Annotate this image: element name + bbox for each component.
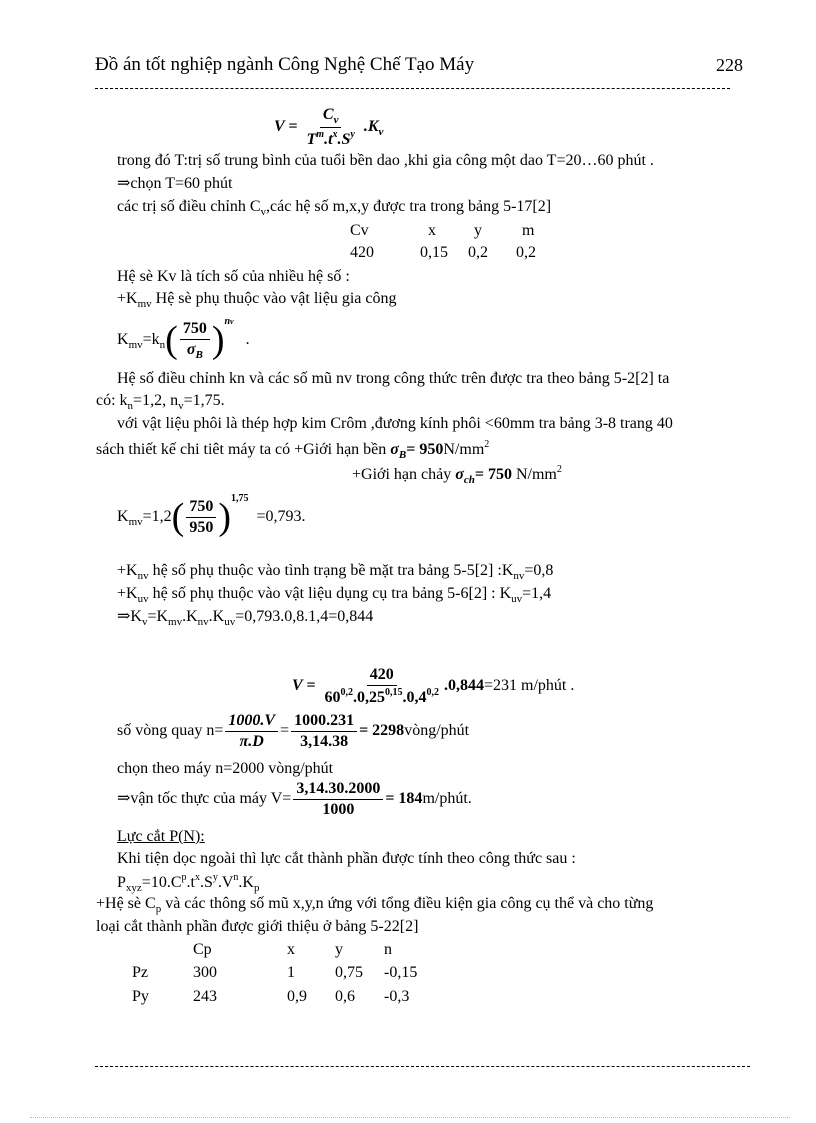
text-kmv-a: +K <box>117 290 138 307</box>
knv-c: hệ số phụ thuộc vào tình trạng bề mặt tra bảng 5-5[2] :K <box>148 562 514 579</box>
formula-v-rhs: .K <box>363 118 379 136</box>
sigma-b-value: = 950 <box>406 441 444 458</box>
table-cv-value-m: 0,2 <box>516 244 536 261</box>
sigma-ch-unit-exp: 2 <box>556 464 562 475</box>
kmv-value-eq: =1,2 <box>142 508 172 525</box>
knv-a: +K <box>117 562 138 579</box>
v2-den-a: 60 <box>324 688 341 706</box>
pf-c: p <box>181 872 187 883</box>
kv-a: ⇒K <box>117 608 142 625</box>
formula-kmv-k-sub: n <box>159 339 166 351</box>
formula-kmv-lhs-sub: mv <box>128 339 143 351</box>
vt-label: ⇒vận tốc thực của máy V= <box>117 789 292 807</box>
kv-f: .K <box>208 608 225 625</box>
table-force-row-n: -0,15 <box>384 964 418 981</box>
formula-v-num-sub: v <box>333 114 339 126</box>
text-line-kn: Hệ số điều chỉnh kn và các số mũ nv trong công thức trên được tra theo bảng 5-2[2] ta <box>117 370 670 387</box>
page-header-title: Đồ án tốt nghiệp ngành Công Nghệ Chế Tạo Máy <box>95 54 475 75</box>
formula-v-den-t2: .t <box>324 131 333 149</box>
pf-e: x <box>194 872 200 883</box>
paren-open: ( <box>165 319 178 362</box>
cp-a: +Hệ sè C <box>96 895 156 912</box>
rpm-den1: π.D <box>239 732 264 750</box>
kv-sub-v: v <box>141 616 148 628</box>
text-line-kmv <box>117 290 396 311</box>
table-force-row-x: 1 <box>287 964 295 981</box>
sigma-b-sub: B <box>398 449 407 461</box>
v2-lhs: V = <box>292 676 316 694</box>
text-sigma-ch-label: +Giới hạn chảy <box>352 466 452 483</box>
text-kn-a: có: k <box>96 392 128 409</box>
formula-v-computed <box>292 666 574 706</box>
v2-multiplier: .0,844 <box>444 676 484 694</box>
kv-sub-uv: uv <box>224 616 236 628</box>
kv-b: =K <box>147 608 169 625</box>
pf-k: p <box>253 882 260 894</box>
formula-v-den-x: x <box>332 129 338 141</box>
formula-v-num: C <box>322 106 334 123</box>
formula-v <box>274 106 383 149</box>
pf-a: P <box>117 874 126 891</box>
cp-c: và các thông số mũ x,y,n ứng với tổng điều kiện gia công cụ thể và cho từng <box>161 895 654 912</box>
kmv-value-lhs-sub: mv <box>128 516 143 528</box>
text-kmv-c: Hệ sè phụ thuộc vào vật liệu gia công <box>151 290 397 307</box>
knv-e: =0,8 <box>524 562 554 579</box>
paren-close: ) <box>211 319 225 362</box>
formula-kmv-eq: =k <box>142 331 160 348</box>
kmv-value-den: 950 <box>189 518 214 536</box>
v2-den-a-exp: 0,2 <box>340 686 353 698</box>
sigma-ch-symbol: σ <box>455 466 464 483</box>
kv-sub-mv: mv <box>168 616 183 628</box>
vt-unit: m/phút. <box>422 789 472 807</box>
text-line-kv-result <box>117 608 373 629</box>
kuv-sub: uv <box>137 593 149 605</box>
kuv-d: uv <box>511 593 523 605</box>
table-cv-header-cv: Cv <box>350 222 369 239</box>
kuv-c: hệ số phụ thuộc vào vật liệu dụng cụ tra bảng 5-6[2] : K <box>148 585 512 602</box>
table-cv-header-y: y <box>474 222 482 239</box>
sigma-b-unit-exp: 2 <box>484 439 490 450</box>
rpm-num2: 1000.231 <box>291 712 357 732</box>
table-force-row-y: 0,75 <box>335 964 363 981</box>
pf-b: =10.C <box>141 874 182 891</box>
kmv-value-num: 750 <box>186 498 216 518</box>
sigma-ch-sub: ch <box>463 474 475 486</box>
sigma-b-unit: N/mm <box>443 441 485 458</box>
pf-i: n <box>233 872 239 883</box>
formula-v-den-m: m <box>316 129 325 141</box>
table-force-row-cp: 300 <box>193 964 217 981</box>
formula-kmv-exp-sub: v <box>230 317 234 326</box>
sigma-b-symbol: σ <box>390 441 399 458</box>
table-cv-value-cv: 420 <box>350 244 374 261</box>
vt-num: 3,14.30.2000 <box>293 780 383 800</box>
table-force-row-cp: 243 <box>193 988 217 1005</box>
text-sigma-b-label: sách thiết kế chi tiêt máy ta có +Giới hạn bền <box>96 441 387 458</box>
table-cv-header-m: m <box>522 222 535 239</box>
text-line-force-intro: Khi tiện dọc ngoài thì lực cắt thành phần được tính theo công thức sau : <box>117 850 576 867</box>
text-kmv-sub: mv <box>137 298 152 310</box>
table-force-row-name: Pz <box>132 964 148 981</box>
table-cv-value-x: 0,15 <box>420 244 448 261</box>
knv-sub: nv <box>137 570 149 582</box>
kv-h: =0,793.0,8.1,4=0,844 <box>235 608 374 625</box>
vt-result: = 184 <box>385 789 423 807</box>
text-line-cv <box>117 198 551 219</box>
rpm-unit: vòng/phút <box>404 721 470 739</box>
rpm-eq: = <box>280 721 290 739</box>
sigma-ch-value: = 750 <box>474 466 512 483</box>
v2-result: =231 m/phút . <box>484 676 575 694</box>
header-divider <box>95 88 730 89</box>
pf-h: .V <box>217 874 234 891</box>
kuv-a: +K <box>117 585 138 602</box>
page-number: 228 <box>716 55 743 75</box>
formula-kmv-lhs: K <box>117 331 129 348</box>
text-line-sigma-b <box>96 439 489 462</box>
kmv-value-result: =0,793. <box>256 508 306 525</box>
rpm-result: = 2298 <box>359 721 405 739</box>
formula-kmv-den-sub: B <box>195 348 203 361</box>
vt-den: 1000 <box>322 800 355 818</box>
table-force-row-name: Py <box>132 988 149 1005</box>
formula-kmv-den: σ <box>186 340 196 358</box>
pf-f: .S <box>199 874 213 891</box>
text-kn-c: =1,2, n <box>133 392 179 409</box>
v2-den-c: .0,4 <box>402 688 427 706</box>
formula-rpm <box>117 712 469 750</box>
kuv-e: =1,4 <box>522 585 552 602</box>
v2-den-c-exp: 0,2 <box>426 686 439 698</box>
text-kn-d: =1,75. <box>183 392 225 409</box>
formula-kmv-exp: n <box>224 316 231 327</box>
text-cv-sub: v <box>260 206 267 218</box>
formula-kmv <box>117 316 250 361</box>
pf-g: y <box>212 872 218 883</box>
formula-kmv-value <box>117 493 306 539</box>
text-cv-c: ,các hệ số m,x,y được tra trong bảng 5-17[2] <box>266 198 552 215</box>
formula-v-rhs-sub: v <box>378 126 384 139</box>
formula-kmv-fraction <box>180 320 210 361</box>
formula-v-lhs: V = <box>274 118 298 136</box>
kv-d: .K <box>182 608 198 625</box>
text-line-cp <box>96 895 653 916</box>
footer-divider <box>95 1066 750 1067</box>
text-line-tool-life: trong đó T:trị số trung bình của tuổi bền dao ,khi gia công một dao T=20…60 phút . <box>117 152 654 169</box>
text-line-knv <box>117 562 553 583</box>
v2-den-b: .0,25 <box>353 688 385 706</box>
table-cv-header-x: x <box>428 222 436 239</box>
formula-force <box>117 872 259 895</box>
formula-v-fraction <box>304 106 358 149</box>
kv-sub-nv: nv <box>197 616 209 628</box>
text-line-kn-values <box>96 392 225 413</box>
text-line-choose-n: chọn theo máy n=2000 vòng/phút <box>117 760 334 777</box>
text-kn-sub: n <box>127 400 134 412</box>
rpm-den2: 3,14.38 <box>300 732 349 750</box>
section-title-force: Lực cắt P(N): <box>117 828 205 845</box>
text-line-kuv <box>117 585 551 606</box>
kmv-value-lhs: K <box>117 508 129 525</box>
paren-close-2: ) <box>218 496 231 539</box>
text-line-table-ref: loại cắt thành phần được giới thiệu ở bảng 5-22[2] <box>96 918 419 935</box>
table-force-row-x: 0,9 <box>287 988 307 1005</box>
table-force-row-y: 0,6 <box>335 988 355 1005</box>
formula-v-den-y: y <box>350 129 355 141</box>
table-cv-value-y: 0,2 <box>468 244 488 261</box>
pf-j: .K <box>238 874 254 891</box>
knv-d: nv <box>513 570 525 582</box>
page-bottom-edge <box>30 1117 790 1118</box>
table-force-header-y: y <box>335 941 343 958</box>
text-line-material: với vật liệu phôi là thép hợp kim Crôm ,đương kính phôi <60mm tra bảng 3-8 trang 40 <box>117 415 673 432</box>
formula-kmv-end: . <box>245 331 250 348</box>
cp-sub: p <box>155 903 162 915</box>
sigma-ch-unit: N/mm <box>511 466 557 483</box>
text-nv-sub: v <box>178 400 184 412</box>
text-line-kv: Hệ sè Kv là tích số của nhiều hệ số : <box>117 268 350 285</box>
table-force-row-n: -0,3 <box>384 988 410 1005</box>
paren-open-2: ( <box>171 496 185 539</box>
rpm-label: số vòng quay n= <box>117 721 224 739</box>
table-force-header-cp: Cp <box>193 941 212 958</box>
pf-d: .t <box>186 874 195 891</box>
table-force-header-x: x <box>287 941 295 958</box>
formula-real-speed <box>117 780 472 818</box>
formula-v-den-t: T <box>306 131 317 149</box>
pf-sub: xyz <box>125 882 142 894</box>
formula-v-den-s: .S <box>337 131 351 149</box>
v2-fraction <box>322 666 443 706</box>
kmv-value-exp: 1,75 <box>230 493 249 504</box>
v2-den-b-exp: 0,15 <box>385 686 403 698</box>
text-line-sigma-ch <box>352 464 562 487</box>
rpm-num1: 1000.V <box>225 712 278 732</box>
formula-kmv-num: 750 <box>180 320 210 340</box>
text-cv-a: các trị số điều chỉnh C <box>117 198 261 215</box>
v2-num: 420 <box>367 666 397 686</box>
text-line-choose-t: ⇒chọn T=60 phút <box>117 175 233 192</box>
table-force-header-n: n <box>384 941 392 958</box>
